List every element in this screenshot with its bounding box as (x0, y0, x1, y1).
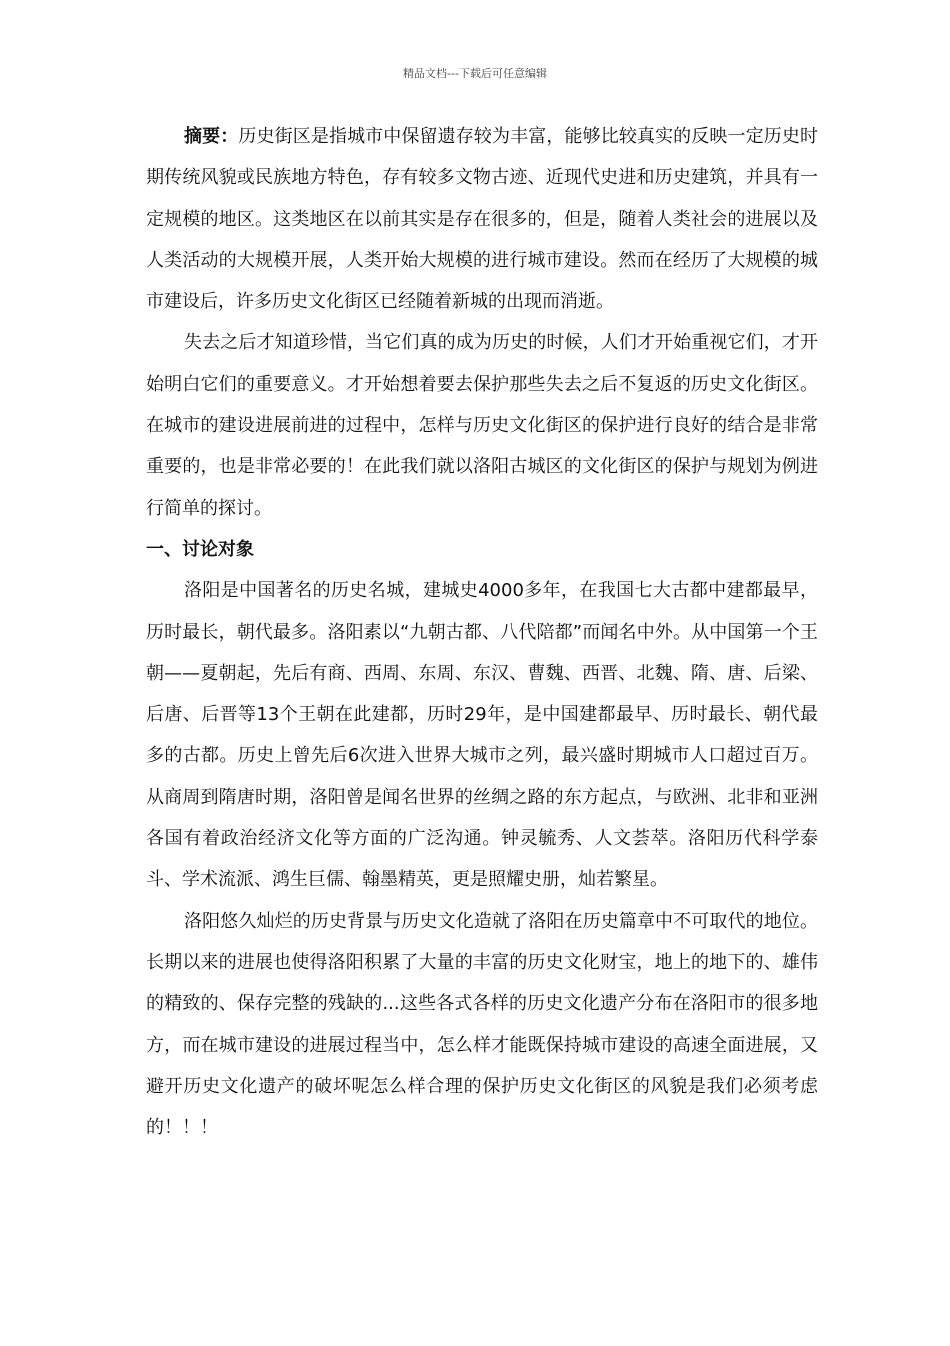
abstract-paragraph (146, 116, 818, 322)
section-paragraph-1: 洛阳是中国著名的历史名城，建城史4000多年，在我国七大古都中建都最早，历时最长，朝代最多。洛阳素以“九朝古都、八代陪都”而闻名中外。从中国第一个王朝——夏朝起，先后有商、西周、东周、东汉、曹魏、西晋、北魏、隋、唐、后梁、后唐、后晋等13个王朝在此建都，历时29年，是中国建都最早、历时最长、朝代最多的古都。历史上曾先后6次进入世界大城市之列，最兴盛时期城市人口超过百万。从商周到隋唐时期，洛阳曾是闻名世界的丝绸之路的东方起点，与欧洲、北非和亚洲各国有着政治经济文化等方面的广泛沟通。钟灵毓秀、人文荟萃。洛阳历代科学泰斗、学术流派、鸿生巨儒、翰墨精英，更是照耀史册，灿若繁星。 (146, 580, 818, 891)
document-body (146, 116, 818, 1148)
page-header: 精品文档---下载后可任意编辑 (403, 67, 547, 80)
abstract-text: 历史街区是指城市中保留遗存较为丰富，能够比较真实的反映一定历史时期传统风貌或民族地方特色，存有较多文物古迹、近现代史进和历史建筑，并具有一定规模的地区。这类地区在以前其实是存在很多的，但是，随着人类社会的进展以及人类活动的大规模开展，人类开始大规模的进行城市建设。然而在经历了大规模的城市建设后，许多历史文化街区已经随着新城的出现而消逝。 (146, 126, 819, 313)
section-paragraph-2: 洛阳悠久灿烂的历史背景与历史文化造就了洛阳在历史篇章中不可取代的地位。长期以来的进展也使得洛阳积累了大量的丰富的历史文化财宝，地上的地下的、雄伟的精致的、保存完整的残缺的...这些各式各样的历史文化遗产分布在洛阳市的很多地方，而在城市建设的进展过程当中，怎么样才能既保持城市建设的高速全面进展，又避开历史文化遗产的破坏呢怎么样合理的保护历史文化街区的风貌是我们必须考虑的！！！ (146, 910, 818, 1139)
abstract-label: 摘要： (184, 126, 239, 147)
section-heading: 一、讨论对象 (146, 538, 254, 560)
intro-paragraph: 失去之后才知道珍惜，当它们真的成为历史的时候，人们才开始重视它们，才开始明白它们的重要意义。才开始想着要去保护那些失去之后不复返的历史文化街区。在城市的建设进展前进的过程中，怎样与历史文化街区的保护进行良好的结合是非常重要的，也是非常必要的！在此我们就以洛阳古城区的文化街区的保护与规划为例进行简单的探讨。 (146, 332, 818, 519)
